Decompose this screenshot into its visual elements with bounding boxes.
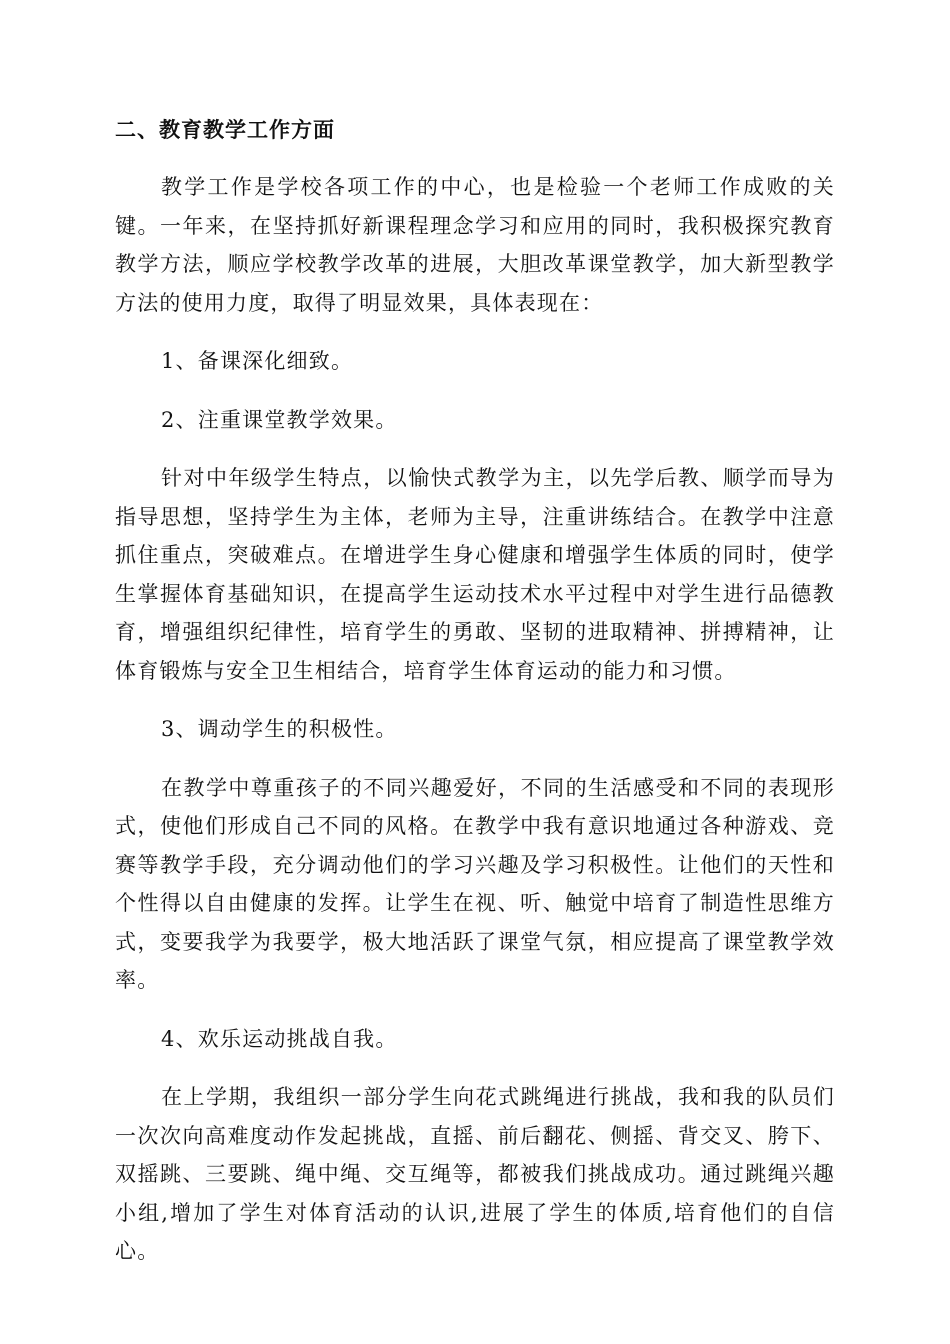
list-item-2: 2、注重课堂教学效果。: [161, 407, 398, 432]
paragraph-intro: 教学工作是学校各项工作的中心，也是检验一个老师工作成败的关键。一年来，在坚持抓好新课程理念学习和应用的同时，我积极探究教育教学方法，顺应学校教学改革的进展，大胆改革课堂教学，加大新型教学方法的使用力度，取得了明显效果，具体表现在：: [115, 175, 835, 315]
paragraph-motivation: 在教学中尊重孩子的不同兴趣爱好，不同的生活感受和不同的表现形式，使他们形成自己不同的风格。在教学中我有意识地通过各种游戏、竞赛等教学手段，充分调动他们的学习兴趣及学习积极性。让他们的天性和个性得以自由健康的发挥。让学生在视、听、触觉中培育了制造性思维方式，变要我学为我要学，极大地活跃了课堂气氛，相应提高了课堂教学效率。: [115, 775, 835, 992]
section-heading: 二、教育教学工作方面: [115, 118, 335, 142]
paragraph-challenge: 在上学期，我组织一部分学生向花式跳绳进行挑战，我和我的队员们一次次向高难度动作发起挑战，直摇、前后翻花、侧摇、背交叉、胯下、双摇跳、三要跳、绳中绳、交互绳等，都被我们挑战成功。通过跳绳兴趣小组,增加了学生对体育活动的认识,进展了学生的体质,培育他们的自信心。: [115, 1085, 835, 1263]
paragraph-classroom-effect: 针对中年级学生特点，以愉快式教学为主，以先学后教、顺学而导为指导思想，坚持学生为主体，老师为主导，注重讲练结合。在教学中注意抓住重点，突破难点。在增进学生身心健康和增强学生体质的同时，使学生掌握体育基础知识，在提高学生运动技术水平过程中对学生进行品德教育，增强组织纪律性，培育学生的勇敢、坚韧的进取精神、拼搏精神，让体育锻炼与安全卫生相结合，培育学生体育运动的能力和习惯。: [115, 466, 835, 683]
list-item-3: 3、调动学生的积极性。: [161, 717, 398, 741]
document-body: [115, 112, 835, 1271]
list-item-1: 1、备课深化细致。: [161, 349, 354, 373]
list-item-4: 4、欢乐运动挑战自我。: [161, 1026, 398, 1051]
